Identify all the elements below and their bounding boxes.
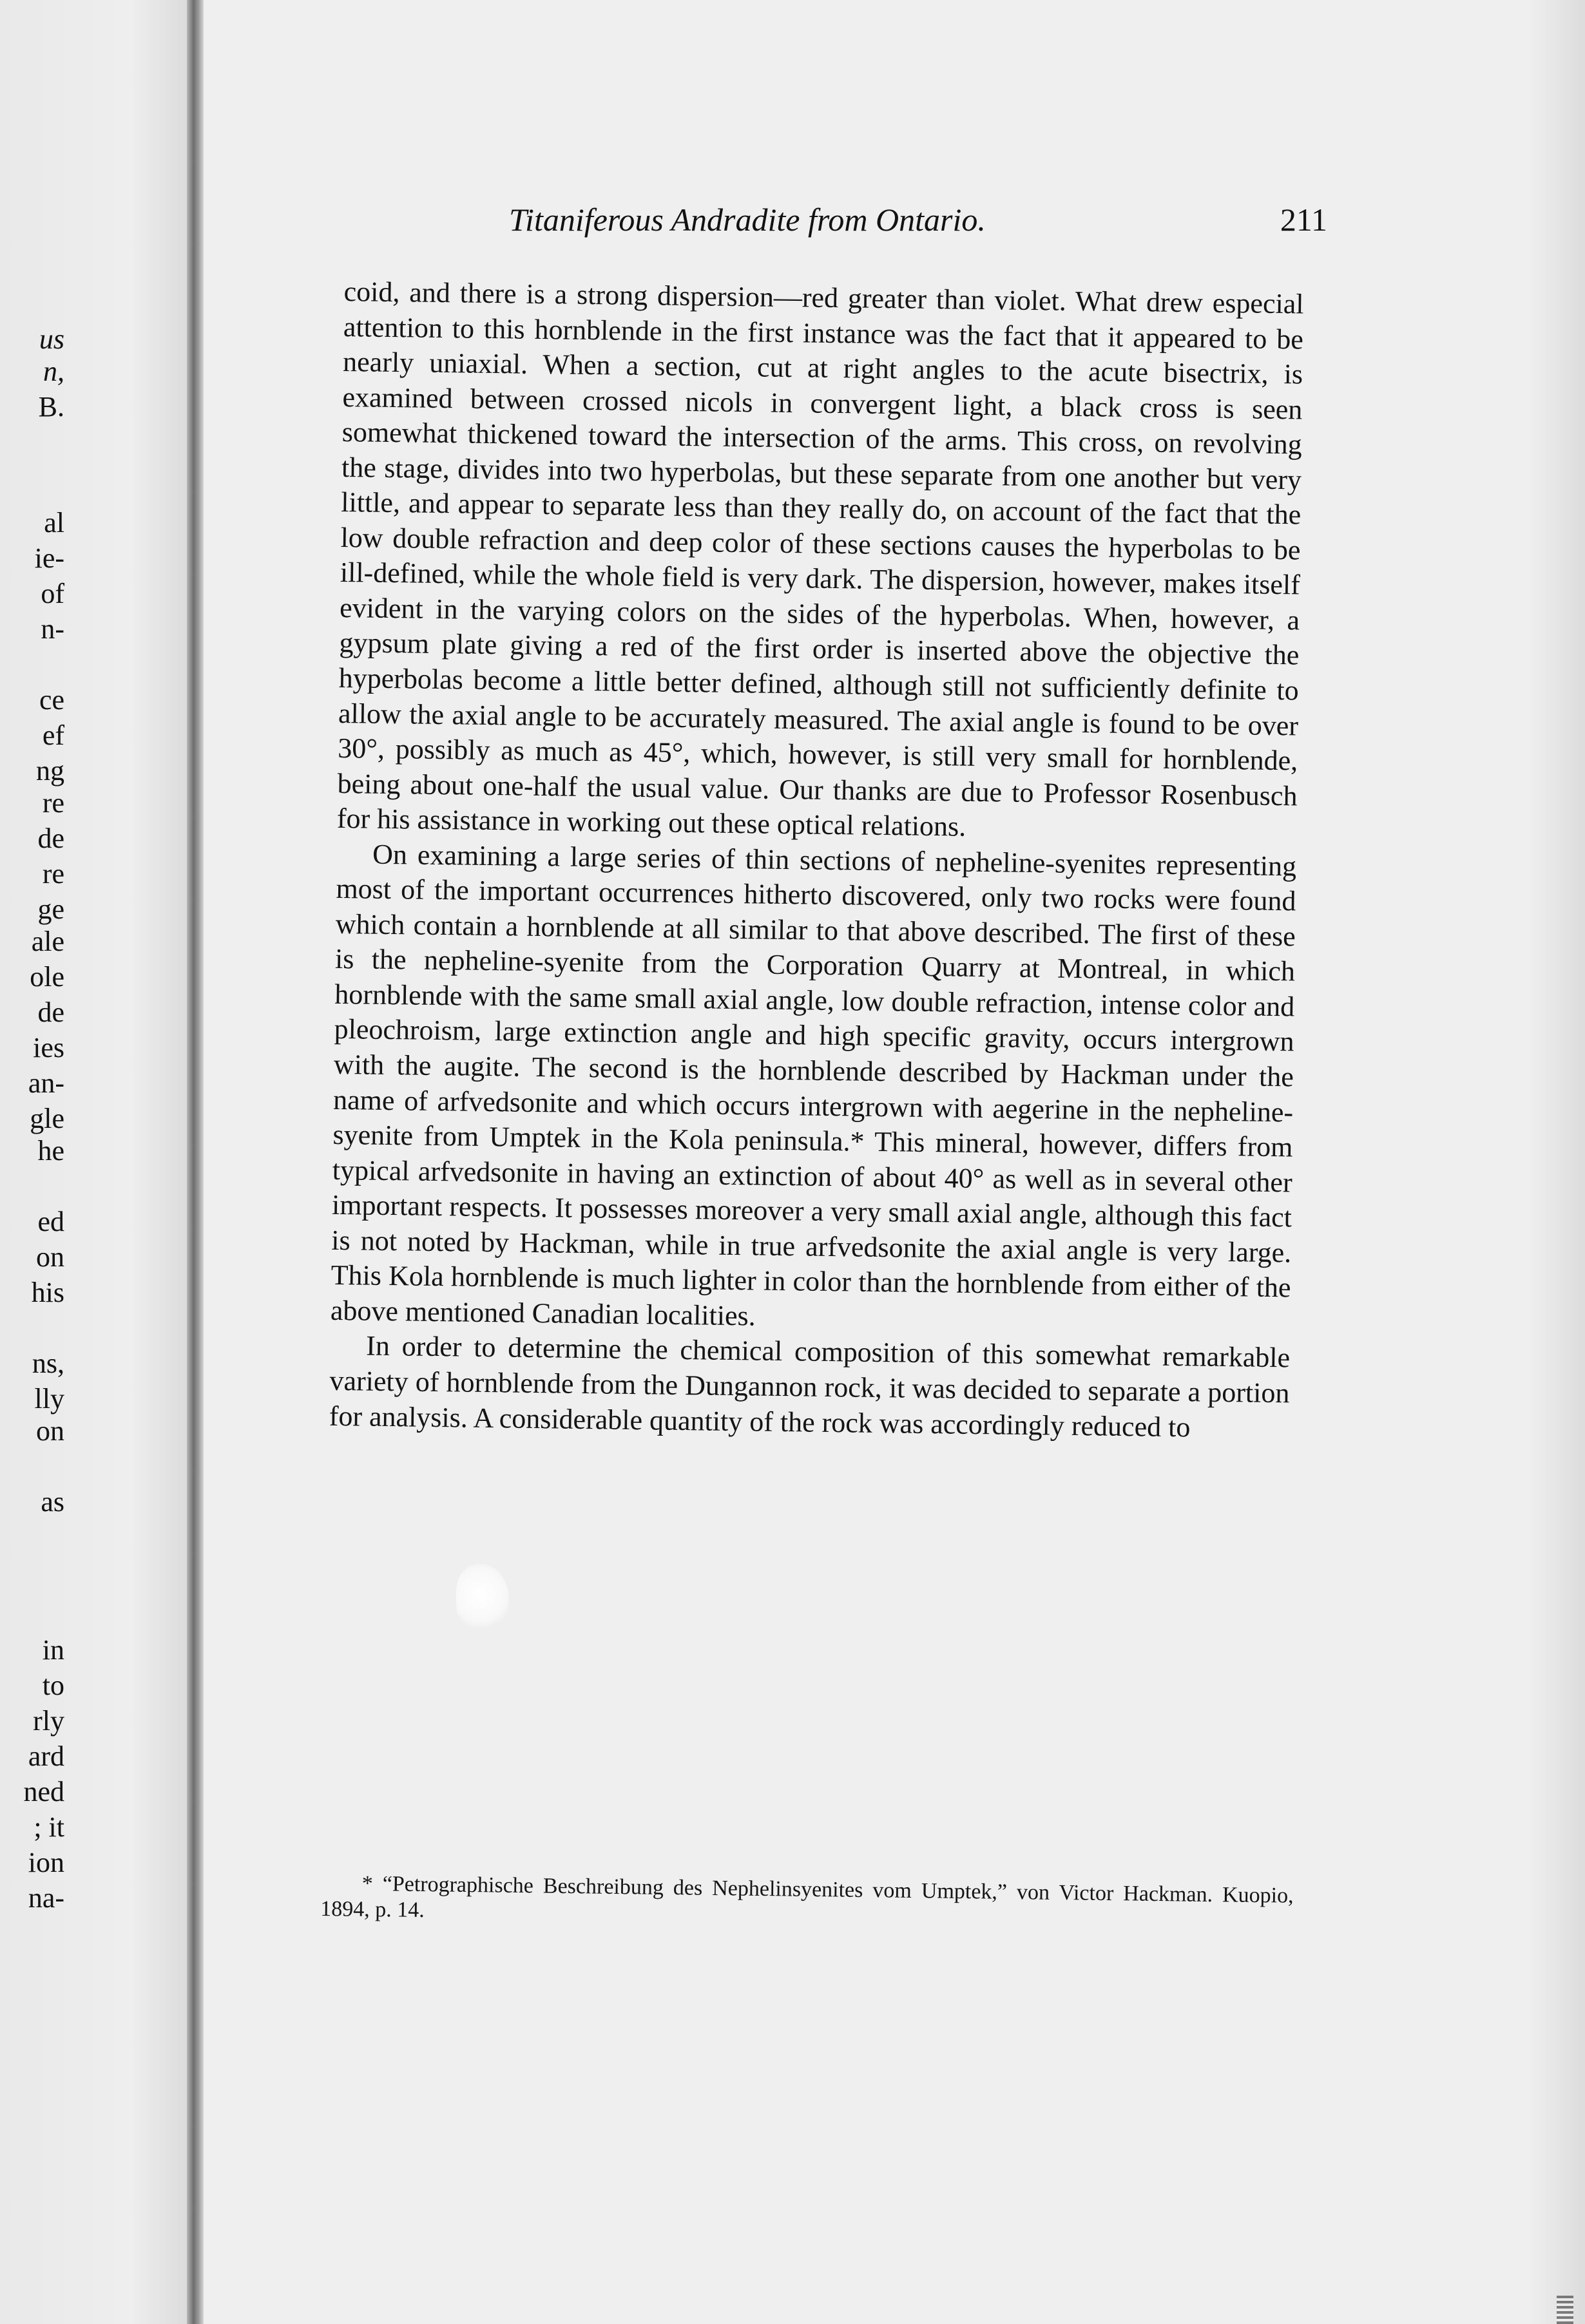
- margin-fragment: rly: [33, 1705, 64, 1737]
- margin-fragment: ale: [31, 926, 64, 957]
- margin-fragment: ies: [33, 1032, 64, 1063]
- margin-fragment: ef: [42, 719, 64, 751]
- margin-fragment: on: [36, 1415, 64, 1447]
- margin-fragment: an-: [28, 1067, 64, 1099]
- margin-fragment: lly: [34, 1383, 64, 1414]
- margin-fragment: he: [37, 1135, 64, 1167]
- margin-fragment: as: [41, 1486, 64, 1518]
- page-number: 211: [1280, 202, 1327, 238]
- margin-fragment: ng: [36, 755, 64, 786]
- margin-fragment: B.: [38, 391, 64, 423]
- scan-corner-mark: [1557, 2296, 1573, 2324]
- margin-fragment: ce: [39, 684, 64, 716]
- paragraph-1: coid, and there is a strong dispersion—red greater than violet. What drew especial attention to this hornblende in the first instance was the fact that it appeared to be nearly uniaxial. When a section, cut at right angles to the acute bisectrix, is examined between crossed nicols in convergent light, a black cross is seen somewhat thickened toward the intersection of the arms. This cross, on revolving the stage, divides into two hyperbolas, but these separate from one another but very little, and appear to separate less than they really do, on account of the fact that the low double refraction and deep color of these sections causes the hyperbolas to be ill-defined, while the whole field is very dark. The dispersion, however, makes itself evident in the varying colors on the sides of the hyperbolas. When, however, a gypsum plate giving a red of the first order is inserted above the objective the hyperbolas become a little better defined, although still not sufficiently definite to allow the axial angle to be accurately measured. The axial angle is found to be over 30°, possibly as much as 45°, which, however, is still very small for hornblende, being about one-half the usual value. Our thanks are due to Professor Rosenbusch for his assistance in working out these optical relations.: [336, 275, 1304, 843]
- margin-fragment: ns,: [32, 1348, 64, 1379]
- paragraph-2: On examining a large series of thin sections of nepheline-syenites representing most of the important occurrences hitherto discovered, only two rocks were found which contain a hornblende at all similar to that above described. The first of these is the nepheline-syenite from the Corporation Quarry at Montreal, in which hornblende with the same small axial angle, low double refraction, intense color and pleochroism, large extinction angle and high specific gravity, occurs intergrown with the augite. The second is the hornblende described by Hackman under the name of arfvedsonite and which occurs intergrown with aegerine in the nepheline-syenite from Umptek in the Kola peninsula.* This mineral, however, differs from typical arfvedsonite in having an extinction of about 40° as well as in several other important respects. It possesses moreover a very small axial angle, although this fact is not noted by Hackman, while in true arfvedsonite the axial angle is very large. This Kola hornblende is much lighter in color than the hornblende from either of the above mentioned Canadian localities.: [330, 838, 1297, 1332]
- margin-fragment: re: [42, 787, 64, 819]
- margin-fragment: gle: [30, 1103, 64, 1134]
- margin-fragment: ard: [28, 1740, 64, 1772]
- margin-fragment: in: [42, 1634, 64, 1666]
- running-title: Titaniferous Andradite from Ontario.: [509, 202, 986, 238]
- margin-fragment: ion: [28, 1847, 64, 1878]
- paragraph-3: In order to determine the chemical composition of this somewhat remarkable variety of hornblende from the Dungannon rock, it was decided to separate a portion for analysis. A considerable quantity of the rock was accordingly reduced to: [329, 1329, 1291, 1443]
- footnote: * “Petrographische Beschreibung des Nephelinsyenites vom Umptek,” von Victor Hackman. Kuopio, 1894, p. 14.: [320, 1871, 1294, 1923]
- margin-fragment: ed: [37, 1206, 64, 1237]
- margin-fragment: to: [42, 1670, 64, 1701]
- margin-fragment: ned: [23, 1776, 64, 1807]
- margin-fragment: of: [41, 578, 64, 609]
- margin-fragment: de: [37, 823, 64, 854]
- margin-fragment: ; it: [34, 1811, 64, 1843]
- margin-fragment: ge: [37, 893, 64, 925]
- margin-fragment: ole: [30, 961, 64, 993]
- running-head: [509, 201, 1327, 240]
- body-text: [329, 274, 1303, 1446]
- margin-fragment: ie-: [34, 542, 64, 574]
- margin-fragment: al: [44, 507, 64, 538]
- margin-fragment: de: [37, 996, 64, 1028]
- margin-fragment: on: [36, 1241, 64, 1273]
- margin-fragment: us: [39, 323, 64, 355]
- margin-fragment: re: [42, 858, 64, 890]
- margin-fragment: n,: [43, 356, 64, 387]
- margin-fragment: n-: [41, 613, 64, 645]
- margin-fragment: na-: [28, 1882, 64, 1914]
- margin-fragment: his: [31, 1277, 64, 1308]
